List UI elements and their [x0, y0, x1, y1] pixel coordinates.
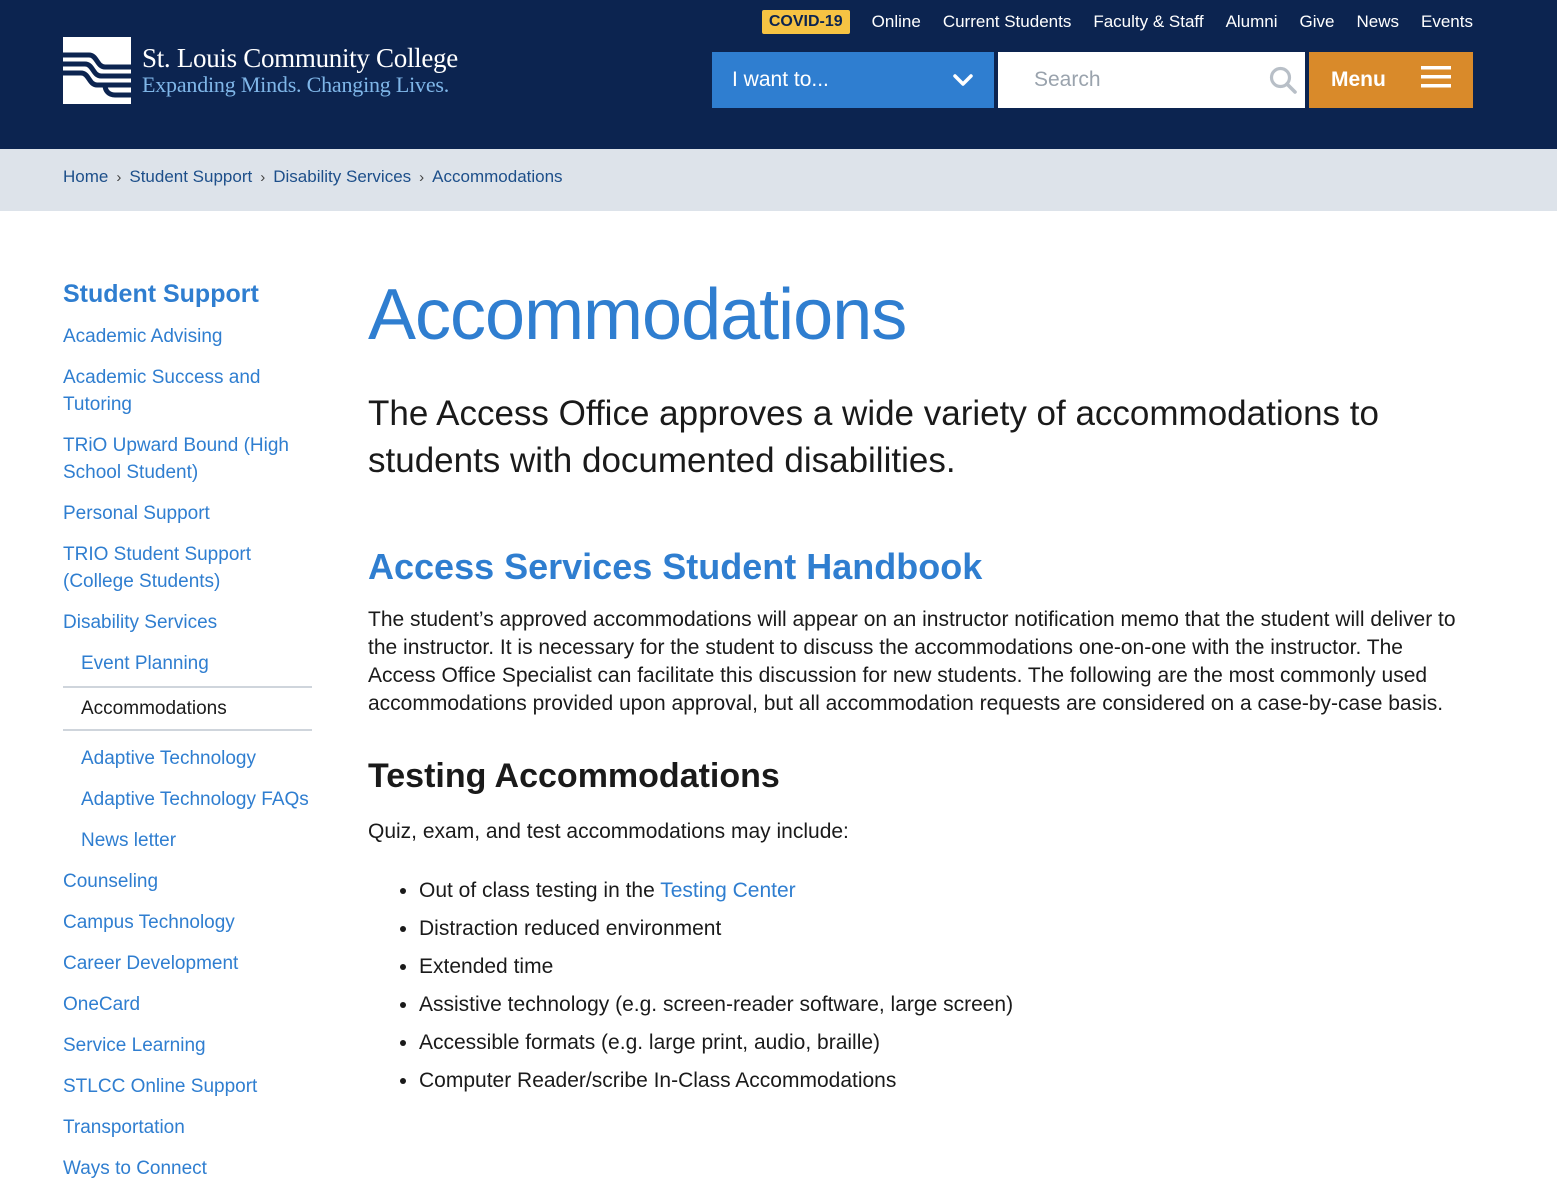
sidebar-item-career-development [63, 948, 312, 989]
hamburger-icon [1421, 65, 1451, 95]
sidebar-item-personal-support [63, 498, 312, 539]
utility-link-covid[interactable]: COVID-19 [762, 10, 850, 34]
breadcrumb-separator-icon: › [260, 168, 266, 186]
breadcrumb-disability-services[interactable]: Disability Services [273, 167, 412, 186]
sidebar-title[interactable]: Student Support [63, 280, 259, 308]
sidebar-link[interactable]: STLCC Online Support [63, 1076, 258, 1097]
list-item-text: Out of class testing in the [419, 879, 661, 902]
sidebar-item-academic-success [63, 362, 312, 430]
sidebar-link[interactable]: Event Planning [81, 653, 209, 674]
list-item: • Assistive technology (e.g. screen-reader software, large screen) [419, 986, 1468, 1024]
sidebar-item-news-letter [63, 825, 312, 866]
menu-label: Menu [1331, 68, 1386, 91]
breadcrumb-separator-icon: › [419, 168, 425, 186]
sidebar-link[interactable]: Adaptive Technology [81, 748, 256, 769]
breadcrumb [63, 167, 563, 187]
sidebar-nav [63, 280, 312, 1194]
sidebar-link[interactable]: News letter [81, 830, 177, 851]
college-tagline: Expanding Minds. Changing Lives. [142, 72, 450, 97]
sidebar-link[interactable]: Career Development [63, 953, 239, 974]
sidebar-item-disability-services [63, 607, 312, 648]
site-header [0, 0, 1557, 149]
list-item: • Accessible formats (e.g. large print, audio, braille) [419, 1024, 1468, 1062]
i-want-to-label: I want to... [732, 68, 829, 91]
sidebar-item-transportation [63, 1112, 312, 1153]
sidebar-link[interactable]: Academic Success and Tutoring [63, 367, 261, 415]
sidebar-link[interactable]: OneCard [63, 994, 141, 1015]
list-item: • Extended time [419, 948, 1468, 986]
sidebar-item-adaptive-technology [63, 743, 312, 784]
breadcrumb-separator-icon: › [116, 168, 122, 186]
search-icon[interactable] [1268, 65, 1298, 95]
sidebar-item-campus-technology [63, 907, 312, 948]
college-name: St. Louis Community College [142, 43, 458, 73]
sidebar-item-trio-upward-bound [63, 430, 312, 498]
sidebar-item-event-planning [63, 648, 312, 689]
sidebar-item-counseling [63, 866, 312, 907]
main-content [368, 270, 1468, 1100]
testing-intro: Quiz, exam, and test accommodations may include: [368, 820, 849, 843]
list-item [419, 872, 1468, 910]
utility-link-give[interactable]: Give [1299, 12, 1335, 31]
sidebar-item-trio-student-support [63, 539, 312, 607]
sidebar-link[interactable]: Counseling [63, 871, 159, 892]
sidebar-link[interactable]: Adaptive Technology FAQs [81, 789, 309, 810]
utility-nav [762, 10, 1473, 34]
sidebar-link[interactable]: Transportation [63, 1117, 185, 1138]
utility-link-faculty-staff[interactable]: Faculty & Staff [1093, 12, 1204, 31]
chevron-down-icon [952, 69, 974, 91]
i-want-to-dropdown[interactable] [712, 52, 994, 108]
sidebar-link-active[interactable]: Accommodations [81, 698, 227, 719]
list-item: • Distraction reduced environment [419, 910, 1468, 948]
sidebar-item-onecard [63, 989, 312, 1030]
sidebar-item-stlcc-online-support [63, 1071, 312, 1112]
sidebar-link[interactable]: Academic Advising [63, 326, 223, 347]
breadcrumb-bar [0, 149, 1557, 211]
sidebar-link[interactable]: Campus Technology [63, 912, 235, 933]
testing-center-link[interactable]: Testing Center [660, 879, 796, 902]
breadcrumb-home[interactable]: Home [63, 167, 109, 186]
utility-link-current-students[interactable]: Current Students [942, 12, 1072, 31]
testing-accommodations-list [368, 872, 1468, 1100]
college-logo[interactable] [63, 37, 458, 104]
sidebar-link[interactable]: Ways to Connect [63, 1158, 207, 1179]
list-item: • Computer Reader/scribe In-Class Accommodations [419, 1062, 1468, 1100]
sidebar-item-ways-to-connect [63, 1153, 312, 1194]
sidebar-item-adaptive-technology-faqs [63, 784, 312, 825]
lead-paragraph: The Access Office approves a wide variety of accommodations to students with documented disabilities. [368, 394, 1379, 480]
utility-link-news[interactable]: News [1356, 12, 1400, 31]
sidebar-item-accommodations [63, 686, 312, 731]
sidebar-link[interactable]: Personal Support [63, 503, 210, 524]
sidebar-link[interactable]: Service Learning [63, 1035, 206, 1056]
testing-heading: Testing Accommodations [368, 757, 780, 795]
search-box [998, 52, 1305, 108]
sidebar-link[interactable]: TRiO Upward Bound (High School Student) [63, 435, 289, 483]
sidebar-item-service-learning [63, 1030, 312, 1071]
breadcrumb-accommodations[interactable]: Accommodations [432, 167, 563, 186]
sidebar-link[interactable]: Disability Services [63, 612, 218, 633]
handbook-paragraph: The student’s approved accommodations will appear on an instructor notification memo that the student will deliver to the instructor. It is necessary for the student to discuss the accommodations one-on-one with the instructor. The Access Office Specialist can facilitate this discussion for new students. The following are the most commonly used accommodations provided upon approval, but all accommodation requests are considered on a case-by-case basis. [368, 608, 1456, 715]
utility-link-online[interactable]: Online [871, 12, 921, 31]
college-logo-mark [63, 37, 131, 104]
search-input[interactable] [1032, 67, 1266, 93]
utility-link-alumni[interactable]: Alumni [1225, 12, 1278, 31]
breadcrumb-student-support[interactable]: Student Support [129, 167, 253, 186]
menu-button[interactable] [1309, 52, 1473, 108]
page-title: Accommodations [368, 275, 907, 355]
sidebar-list [63, 321, 312, 1194]
utility-link-events[interactable]: Events [1421, 12, 1473, 31]
handbook-heading: Access Services Student Handbook [368, 546, 983, 587]
sidebar-item-academic-advising [63, 321, 312, 362]
sidebar-link[interactable]: TRIO Student Support (College Students) [63, 544, 251, 592]
